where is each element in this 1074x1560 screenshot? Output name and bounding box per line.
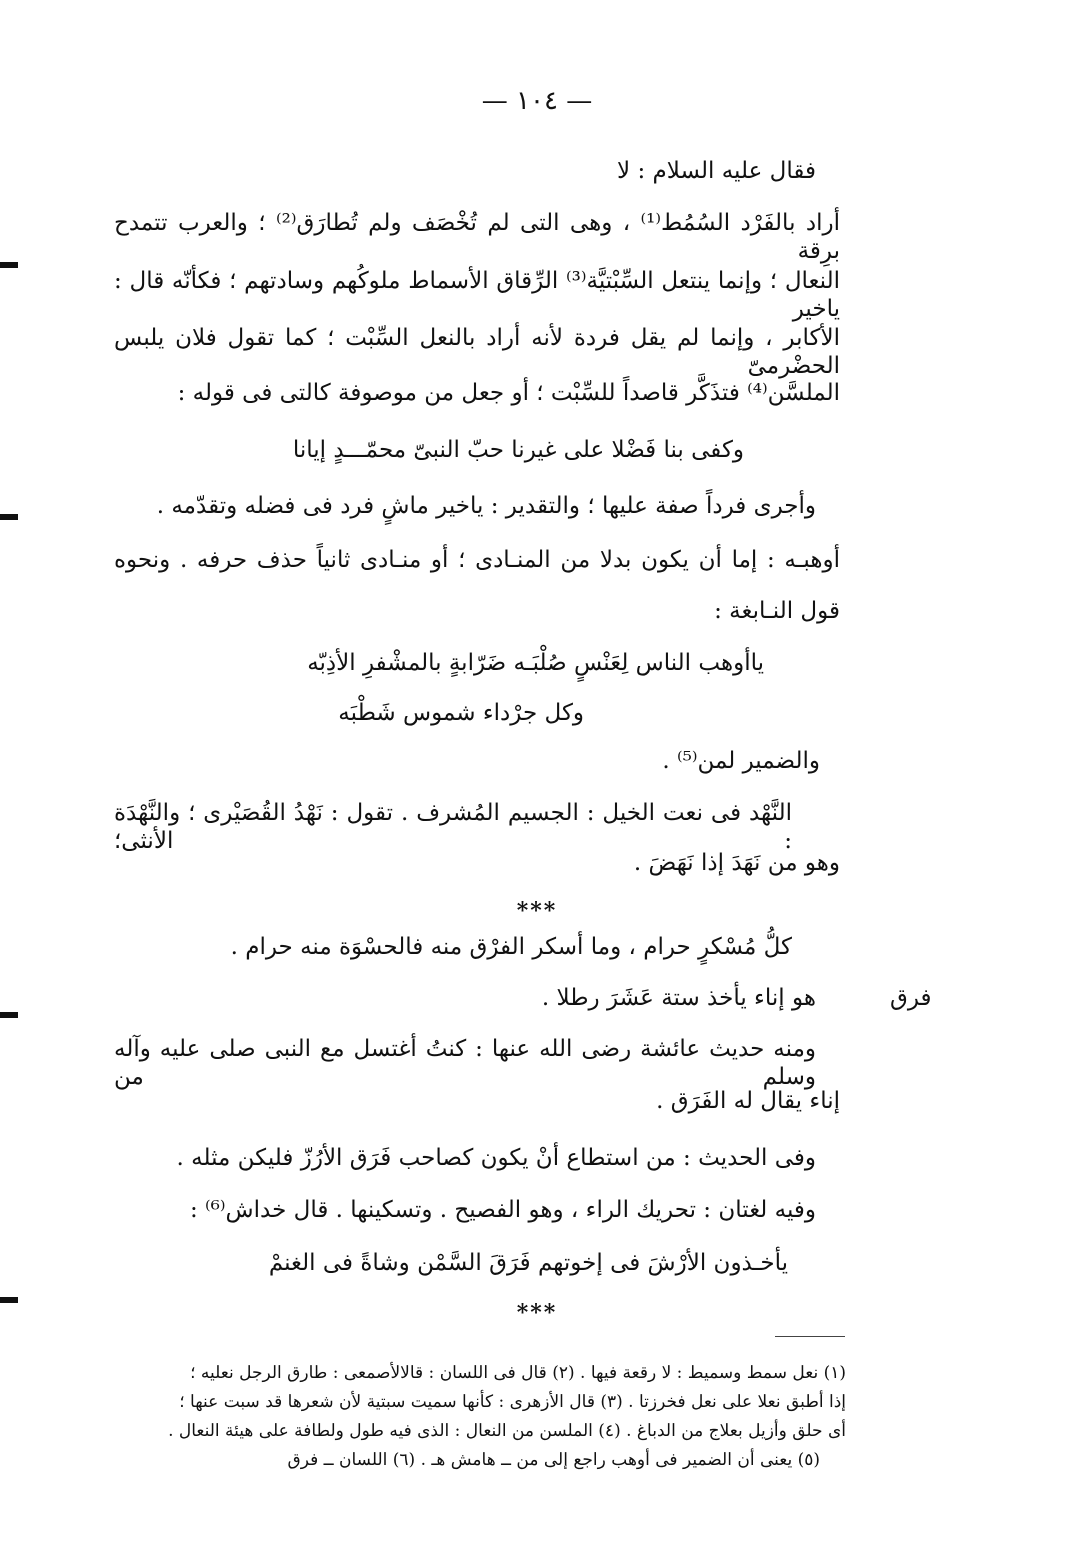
footnote-line: (١) نعل سمط وسميط : لا رقعة فيها . (٢) قال فى اللسان : قالالأصمعى : طارق الرجل نعليه ؛ xyxy=(190,1363,846,1383)
text-line: ومنه حديث عائشة رضى الله عنها : كنتُ أغتسل مع النبى صلى عليه وآله وسلم من xyxy=(114,1036,816,1090)
margin-keyword: فرق xyxy=(890,985,932,1011)
section-separator: *** xyxy=(516,898,558,924)
scan-edge-mark xyxy=(0,262,18,268)
footnote-rule xyxy=(775,1336,845,1337)
text-line: وأجرى فرداً صفة عليها ؛ والتقدير : ياخير ماشٍ فرد فى فضله وتقدّمه . xyxy=(156,493,816,519)
text-line: الملسَّن⁽⁴⁾ فتذَكَّر قاصداً للسِّبْت ؛ أو جعل من موصوفة كالتى فى قوله : xyxy=(177,380,840,406)
verse-line: وكل جرْداء شموس شَطْبَه xyxy=(338,700,584,726)
text-line: أراد بالفَرْد السُمُط⁽¹⁾ ، وهى التى لم تُخْصَف ولم تُطارَق⁽²⁾ ؛ والعرب تتمدح برِقة xyxy=(114,210,840,264)
scan-edge-mark xyxy=(0,1297,18,1303)
footnote-line: أى حلق وأزيل بعلاج من الدباغ . (٤) الملسن من النعال : الذى فيه طول ولطافة على هيئة النعال . xyxy=(168,1421,846,1441)
text-line: وهو من نَهَدَ إذا نَهَضَ . xyxy=(633,850,840,876)
text-line: إناء يقال له الفَرَق . xyxy=(656,1088,840,1114)
text-line: فقال عليه السلام : لا xyxy=(617,158,816,184)
footnote-line: (٥) يعنى أن الضمير فى أوهب راجع إلى من ــ هامش هـ . (٦) اللسان ــ فرق xyxy=(287,1450,820,1470)
text-line: والضمير لمن⁽⁵⁾ . xyxy=(662,748,820,774)
page-number: — ١٠٤ — xyxy=(481,86,593,116)
text-line: الأكابر ، وإنما لم يقل فردة لأنه أراد بالنعل السِّبْت ؛ كما تقول فلان يلبس الحضْرمىّ xyxy=(114,325,840,379)
verse-line: يأخـذون الأرْشَ فى إخوتهم فَرَقَ السَّمْن وشاةً فى الغنمْ xyxy=(268,1250,788,1276)
text-line: هو إناء يأخذ ستة عَشَرَ رطلا . xyxy=(541,985,816,1011)
text-line: النَّهْد فى نعت الخيل : الجسيم المُشرف . تقول : نَهْدُ القُصَيْرى ؛ والنَّهْدَة : الأنثى؛ xyxy=(114,800,792,854)
text-line: وفى الحديث : من استطاع أنْ يكون كصاحب فَرَق الأرُزّ فليكن مثله . xyxy=(176,1145,816,1171)
text-line: وفيه لغتان : تحريك الراء ، وهو الفصيح . وتسكينها . قال خداش⁽⁶⁾ : xyxy=(189,1197,816,1223)
verse-line: وكفى بنا فَضْلا على غيرنا حبّ النبىّ محمّـــدٍ إيانا xyxy=(292,437,744,463)
text-line: النعال ؛ وإنما ينتعل السِّبْتيَّة⁽³⁾ الرِّقاق الأسماط ملوكُهم وسادتهم ؛ فكأنّه قال : ياخير xyxy=(114,268,840,322)
verse-line: ياأوهب الناس لِعَنْسٍ صُلْبَـه ضَرّابةٍ بالمشْفرِ الأذِبّه xyxy=(307,650,764,676)
text-line: قول النـابغة : xyxy=(714,598,840,624)
text-line: كلُّ مُسْكرٍ حرام ، وما أسكر الفرْق منه فالحسْوَة منه حرام . xyxy=(230,934,792,960)
scan-edge-mark xyxy=(0,514,18,520)
footnote-line: إذا أطبق نعلا على نعل فخرزتا . (٣) قال الأزهرى : كأنها سميت سبتية لأن شعرها قد سبت عنها ؛ xyxy=(179,1392,846,1412)
scan-edge-mark xyxy=(0,1012,18,1018)
section-separator: *** xyxy=(516,1300,558,1326)
text-line: أوهبـه : إما أن يكون بدلا من المنـادى ؛ أو منـادى ثانياً حذف حرفه . ونحوه xyxy=(114,547,840,573)
